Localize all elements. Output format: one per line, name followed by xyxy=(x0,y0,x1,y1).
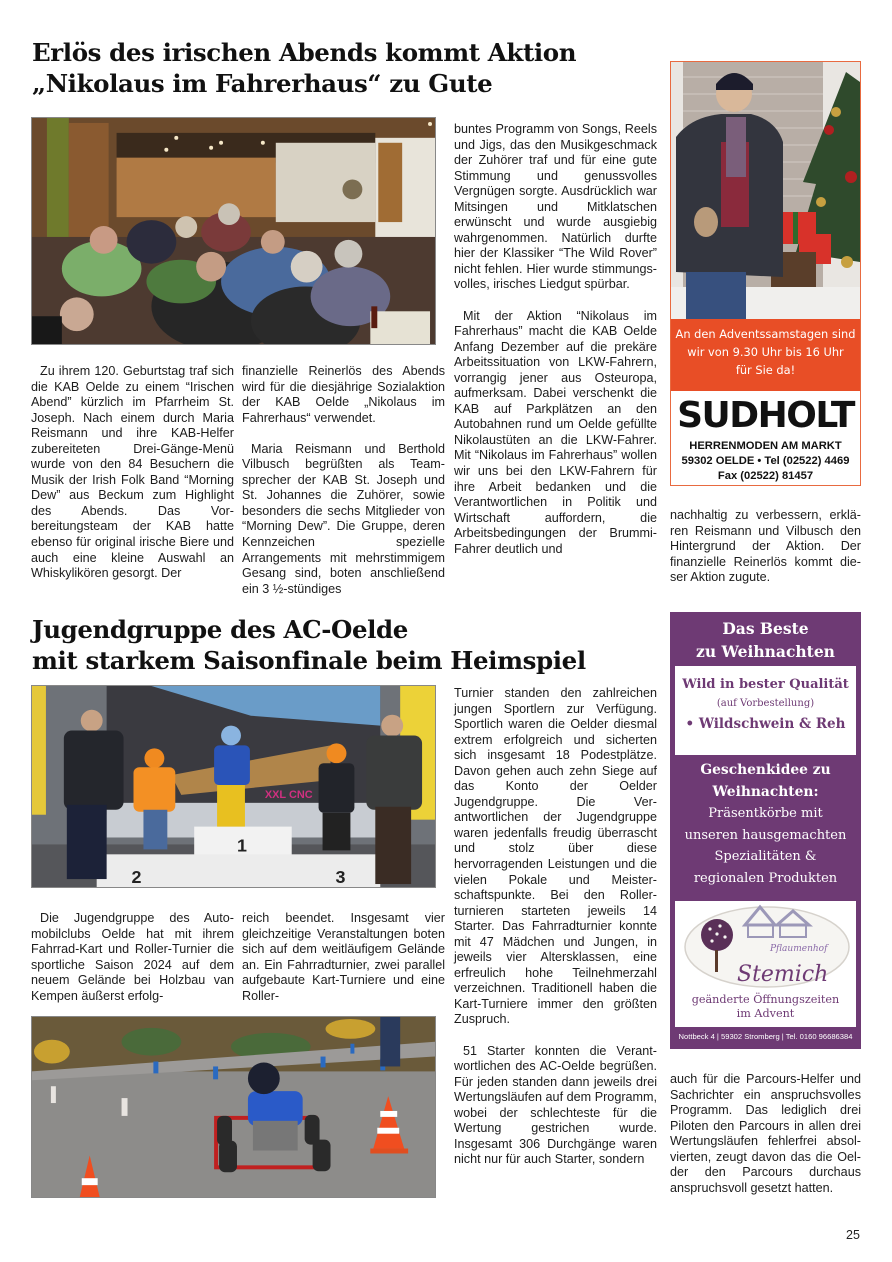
irish-evening-photo xyxy=(31,117,436,345)
paragraph: Zu ihrem 120. Geburtstag traf sich die KAB Oelde zu einem “Irischen Abend” kürzlich im Pfarrheim St. Joseph. Nach einem durch Maria Reismann und ihre KAB-Helfer zubereiteten Drei-Gänge-Menü wurde von den 84 Besuchern die Musik der Irish Folk Band “Morning Dew” aus Beckum zum Highlight des Abends. Das Vorbereitungsteam der KAB hatte ebenso für original irische Biere und auch eine kleine Auswahl an Whiskylikören gesorgt. Der xyxy=(31,364,234,581)
logo-main-text: Stemich xyxy=(737,962,829,987)
podium-label-3: 3 xyxy=(335,867,346,887)
gift-text-line: Spezialitäten & xyxy=(714,849,817,864)
pflaumenhof-logo-icon xyxy=(675,901,856,991)
game-types-text: • Wildschwein & Reh xyxy=(685,716,846,732)
stemich-title xyxy=(670,617,861,663)
game-meat-box xyxy=(675,666,856,755)
stemich-contact-footer: Nottbeck 4 | 59302 Stromberg | Tel. 0160 96686384 xyxy=(678,1032,853,1041)
hours-line: im Advent xyxy=(736,1007,795,1020)
logo-small-text: Pflaumenhof xyxy=(770,944,828,954)
article2-headline xyxy=(32,614,586,676)
go-kart-driver-icon xyxy=(32,1017,435,1197)
article1-headline xyxy=(32,37,576,99)
gift-text-line: regionalen Produkten xyxy=(693,870,838,886)
paragraph: reich beendet. Insgesamt vier gleichzeitige Veranstaltungen boten sich auf dem weitläufigem Gelände an. Ein Fahrradturnier, zwei parallel aufgebaute Kart-Turniere und eine Roller- xyxy=(242,911,445,1003)
page-number: 25 xyxy=(846,1228,860,1242)
gift-idea-section xyxy=(670,760,861,889)
hours-line: geänderte Öffnungszeiten xyxy=(691,993,840,1006)
article2-column-4 xyxy=(670,1072,861,1196)
gift-text-line: Präsentkörbe mit xyxy=(708,806,823,821)
stemich-advertisement[interactable] xyxy=(670,612,861,1049)
gift-text-line: unseren hausgemachten xyxy=(684,827,847,843)
article1-column-4 xyxy=(670,508,861,586)
article2-column-2 xyxy=(242,911,445,1004)
opening-hours-banner xyxy=(671,319,860,391)
podium-label-2: 2 xyxy=(131,867,142,887)
sudholt-tagline: HERRENMODEN AM MARKT xyxy=(689,440,842,452)
banner-line: wir von 9.30 Uhr bis 16 Uhr xyxy=(687,345,844,359)
paragraph: Mit der Aktion “Nikolaus im Fahrerhaus” macht die KAB Oelde Anfang Dezember auf die prekäre Arbeitssituation von LKW-Fahrern, vorrangig jener aus Osteuropa, aufmerksam. Dabei verschenkt die KAB auf Parkplätzen an den Autobahnen rund um Oelde gefüllte Nikolaustüten an die LKW-Fahrer. Mit “Nikolaus im Fahrerhaus” wollen wir uns bei den LKW-Fahrern für ihre Arbeit bedanken und die Verantwortlichen in Politik und Wirtschaft auffordern, die Arbeitsbedingungen der Brummi-Fahrer deutlich und xyxy=(454,308,657,556)
paragraph: nachhaltig zu verbessern, erklären Reismann und Vilbusch den Hintergrund der Aktion. Der finanzielle Reinerlös kommt dieser Aktion zugute. xyxy=(670,508,861,585)
opening-hours-notice xyxy=(675,993,856,1021)
preorder-text: (auf Vorbestellung) xyxy=(716,698,815,709)
kart-photo xyxy=(31,1016,436,1198)
headline-line: „Nikolaus im Fahrerhaus“ zu Gute xyxy=(32,69,493,98)
sudholt-address: 59302 OELDE • Tel (02522) 4469 xyxy=(681,455,850,467)
sudholt-fax: Fax (02522) 81457 xyxy=(717,470,814,482)
gift-heading-line: Geschenkidee zu xyxy=(700,762,831,778)
podium-label-1: 1 xyxy=(236,835,247,856)
headline-line: Erlös des irischen Abends kommt Aktion xyxy=(32,38,577,67)
article1-column-3 xyxy=(454,122,657,557)
paragraph: buntes Programm von Songs, Reels und Jigs, das den Musikgeschmack der Zuhörer traf und für eine gute Stimmung und genussvolles Vergnügen sorgte. Ausdrücklich war Mitsingen und Mitklatschen erwünscht und wurde ausgiebig wahrgenommen. Natürlich durfte hier der Klassiker “The Wild Rover” nicht fehlen. Hier wurde stimmungsvolles, irisches Liedgut spürbar. xyxy=(454,122,657,292)
banner-line: An den Adventssamstagen sind xyxy=(675,327,856,341)
paragraph: Turnier standen den zahlreichen jungen Sportlern zur Verfügung. Sportlich waren die Oelder diesmal extrem erfolgreich und sicherten sich insgesamt 18 Podestplätze. Davon gehen auch zehn Siege auf das Konto der Oelder Jugendgruppe. Die Verantwortlichen der Jugendgruppe waren jedenfalls freudig überrascht und stolz über diese hervorragenden Leistungen und die vielen Pokale und Meisterschaftspunkte. Bei den Rollerturnieren starteten jeweils 14 Starter. Das Fahrradturnier konnte mit 47 Mädchen und Jungen, in jeweils vier Altersklassen, eine erfreulich hohe Teilnehmerzahl verzeichnen. Traditionell haben die Kart-Turniere immer den größten Zuspruch. xyxy=(454,686,657,1027)
game-quality-text: Wild in bester Qualität xyxy=(682,677,849,692)
paragraph: finanzielle Reinerlös des Abends wird für die diesjährige Sozialaktion der KAB Oelde „Nikolaus im Fahrerhaus“ verwendet. xyxy=(242,364,445,425)
headline-line: Jugendgruppe des AC-Oelde xyxy=(32,615,408,644)
title-line: zu Weihnachten xyxy=(696,642,835,661)
article1-column-2 xyxy=(242,364,445,597)
banner-text: XXL CNC xyxy=(264,788,313,801)
mannequin-photo xyxy=(671,62,860,319)
article1-column-1 xyxy=(31,364,234,582)
paragraph: auch für die Parcours-Helfer und Sachrichter ein anspruchsvolles Programm. Das lediglich drei Piloten den Parcours in allen drei Wertungsläufen fehlerfrei absolvierten, zeugt davon das die Oelder den Parcours durchaus anspruchsvoll gesetzt hatten. xyxy=(670,1072,861,1195)
article2-column-1 xyxy=(31,911,234,1004)
stemich-logo-box xyxy=(675,901,856,1027)
title-line: Das Beste xyxy=(722,619,809,638)
mannequin-christmas-tree-icon xyxy=(671,62,860,319)
banner-line: für Sie da! xyxy=(735,363,796,377)
audience-photo-icon xyxy=(32,118,435,344)
paragraph: Die Jugendgruppe des Automobilclubs Oelde hat mit ihrem Fahrrad-Kart und Roller-Turnier die sportliche Saison 2024 auf dem neuem Gelände bei Holzbau van Kempen äußerst erfolg- xyxy=(31,911,234,1003)
sudholt-logo: SUDHOLT xyxy=(677,395,854,436)
gift-heading-line: Weihnachten: xyxy=(712,783,819,800)
paragraph: Maria Reismann und Berthold Vilbusch begrüßten als Teamsprecher der KAB St. Joseph und St. Johannes die Zuhörer, sowie besonders die sechs Mitglieder von “Morning Dew”. Die Gruppe, deren Kennzeichen spezielle Arrangements mit mehrstimmigem Gesang sind, boten anschließend ein 3 ½-stündiges xyxy=(242,441,445,596)
podium-photo xyxy=(31,685,436,888)
sudholt-advertisement[interactable] xyxy=(670,61,861,486)
article2-column-3 xyxy=(454,686,657,1168)
paragraph: 51 Starter konnten die Verantwortlichen des AC-Oelde begrüßen. Für jeden standen dann jeweils drei Wertungsläufen auf dem Programm, wobei der schlechteste für die Wertung gestrichen wurde. Insgesamt 306 Durchgänge waren nicht nur für auch Starter, sondern xyxy=(454,1043,657,1167)
headline-line: mit starkem Saisonfinale beim Heimspiel xyxy=(32,646,586,675)
podium-ceremony-icon xyxy=(32,686,435,887)
